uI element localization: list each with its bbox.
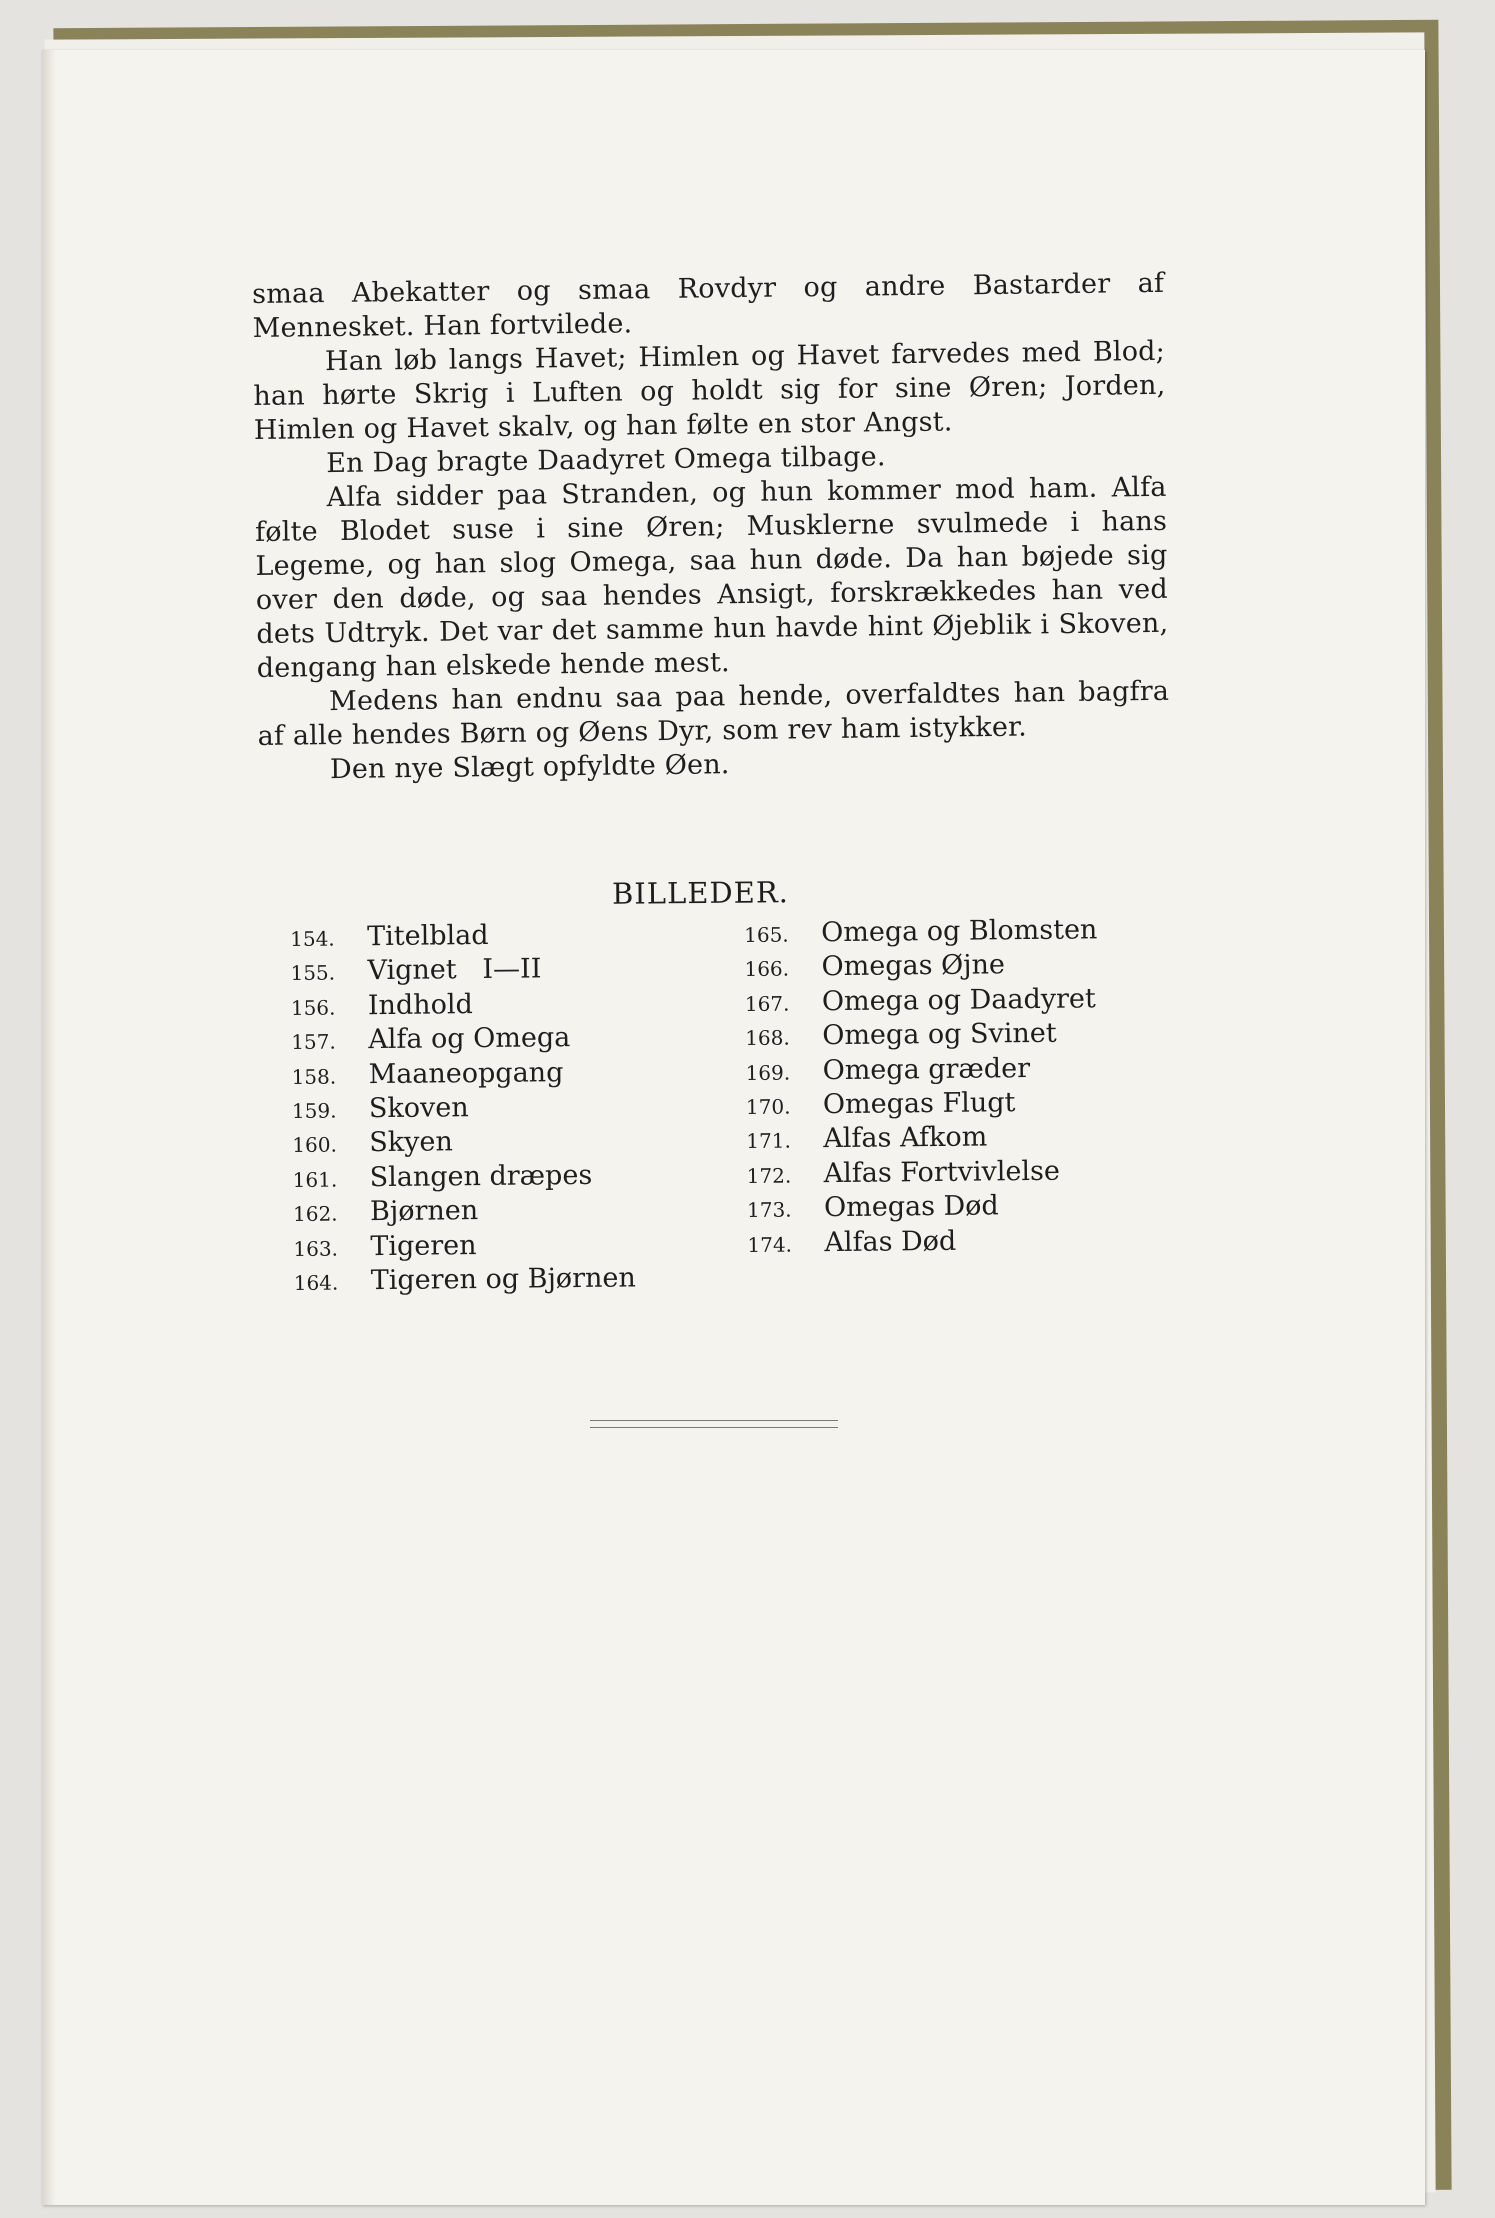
list-item-number: 154. [290,926,335,951]
list-item [290,918,632,956]
list-item-label: Omega og Svinet [822,1017,1057,1052]
list-item-label: Tigeren og Bjørnen [370,1262,636,1297]
list-item-number: 170. [745,1094,791,1119]
list-item-label: Omegas Død [823,1190,999,1224]
list-item-label: Vignet I—II [367,953,542,987]
billeder-list-right [744,914,1101,1262]
list-item [294,1262,636,1300]
list-item [292,1125,634,1163]
list-item-number: 168. [745,1025,790,1051]
list-item [293,1228,635,1266]
list-item-number: 158. [291,1064,337,1089]
list-item [291,987,633,1025]
list-item-number: 163. [293,1236,339,1261]
body-text [252,267,1170,788]
list-item-number: 174. [747,1232,793,1257]
list-item-label: Omega og Daadyret [821,983,1096,1017]
paragraph: En Dag bragte Daadyret Omega tilbage. [326,441,886,480]
list-item-number: 160. [292,1132,337,1158]
list-item-label: Skyen [369,1126,453,1159]
list-item [293,1194,635,1232]
list-item [744,949,1098,987]
billeder-heading: BILLEDER. [611,875,790,911]
list-item [291,1056,633,1094]
paragraph: Den nye Slægt opfyldte Øen. [329,749,730,786]
list-item-number: 171. [746,1128,791,1154]
list-item [291,1022,633,1060]
list-item [746,1121,1100,1159]
list-item-number: 173. [746,1197,792,1223]
list-item-number: 164. [293,1270,339,1295]
list-item [745,983,1099,1021]
list-item [744,914,1098,952]
paragraph: Medens han endnu saa paa hende, overfaldtes han bagfra af alle hendes Børn og Øens Dyr, som rev ham istykker. [257,675,1170,752]
list-item-label: Skoven [368,1092,469,1125]
list-item-number: 169. [745,1060,791,1085]
section-end-rule [590,1420,838,1428]
list-item-label: Omegas Flugt [822,1087,1016,1121]
list-item-label: Omega græder [822,1052,1031,1086]
list-item-label: Titelblad [366,919,489,953]
list-item-label: Alfas Afkom [823,1121,988,1155]
list-item-label: Maaneopgang [368,1056,564,1090]
list-item-label: Omegas Øjne [821,949,1006,983]
list-item-number: 157. [291,1029,336,1055]
list-item-number: 167. [744,991,790,1016]
paragraph: smaa Abekatter og smaa Rovdyr og andre Bastarder af Mennesket. Han fortvilede. [252,267,1165,344]
paragraph: Alfa sidder paa Stranden, og hun kommer mod ham. Alfa følte Blodet suse i sine Øren; Musklerne svulmede i hans Legeme, og han slog Omega, saa hun døde. Da han bøjede sig over den døde, og saa hendes Ansigt, forskrækkedes han ved dets Udtryk. Det var det samme hun havde hint Øjeblik i Skoven, dengang han elskede hende mest. [254,471,1169,684]
list-item-label: Alfa og Omega [368,1022,571,1056]
list-item [292,1090,634,1128]
page-spine [42,50,56,2205]
list-item [747,1189,1101,1227]
list-item-number: 165. [744,922,789,947]
list-item-number: 172. [746,1163,792,1188]
list-item [745,1052,1099,1090]
list-item-number: 166. [744,956,790,982]
list-item-label: Indhold [367,988,473,1021]
list-item-label: Omega og Blomsten [820,914,1098,949]
list-item [745,1017,1099,1055]
paragraph: Han løb langs Havet; Himlen og Havet farvedes med Blod; han hørte Skrig i Luften og holdt sig for sine Øren; Jorden, Himlen og Havet skalv, og han følte en stor Angst. [253,335,1166,446]
list-item-number: 162. [292,1201,338,1227]
list-item-number: 156. [290,995,336,1020]
list-item-number: 155. [290,960,336,986]
list-item-label: Slangen dræpes [369,1159,593,1193]
list-item-number: 161. [292,1167,338,1192]
list-item [747,1224,1101,1262]
list-item-number: 159. [291,1098,337,1123]
list-item [746,1086,1100,1124]
list-item [293,1159,635,1197]
billeder-list-left [290,918,636,1300]
list-item-label: Tigeren [370,1229,477,1262]
list-item-label: Bjørnen [369,1195,479,1228]
list-item-label: Alfas Død [824,1225,957,1258]
list-item [747,1155,1101,1193]
list-item-label: Alfas Fortvivlelse [823,1155,1061,1189]
list-item [290,953,632,991]
